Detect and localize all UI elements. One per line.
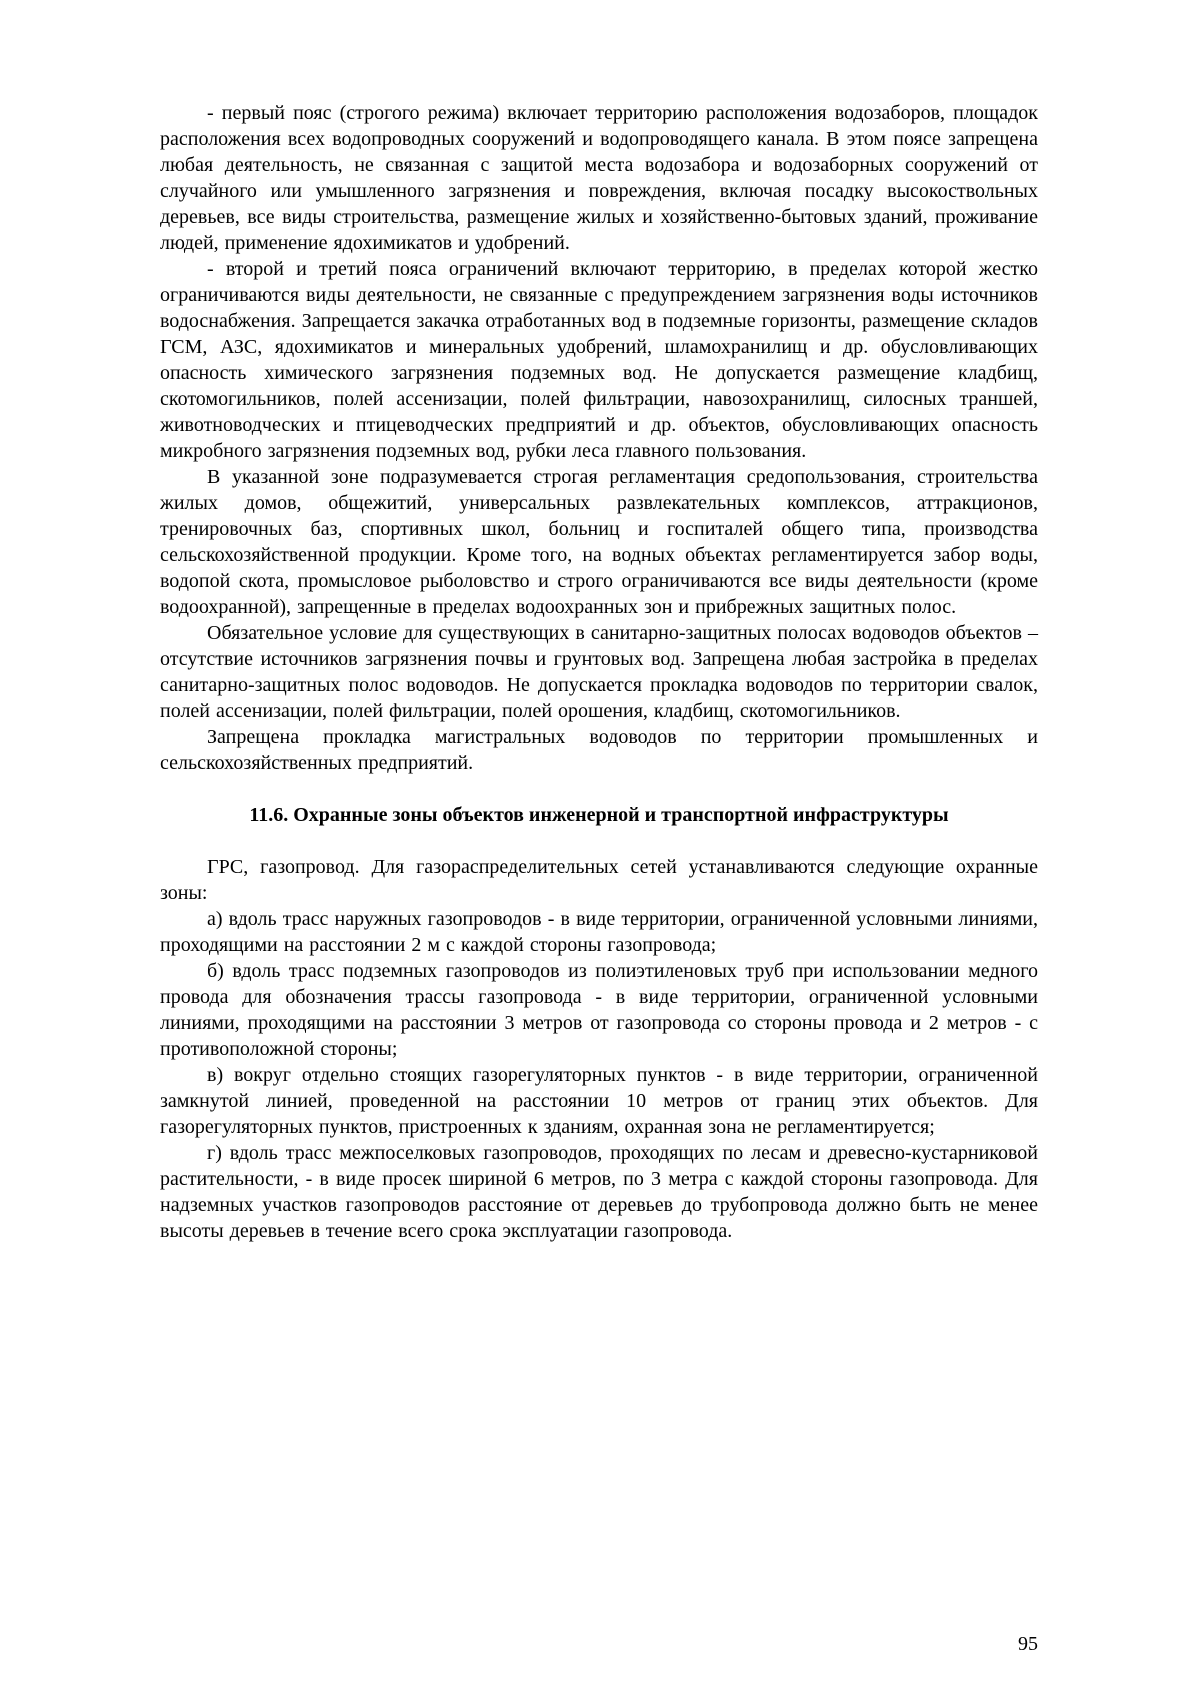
paragraph: б) вдоль трасс подземных газопроводов из полиэтиленовых труб при использовании медного провода для обозначения трассы газопровода - в виде территории, ограниченной условными линиями, проходящими на расстоянии 3 метров от газопровода со стороны провода и 2 метров - с противоположной стороны;	[160, 960, 1038, 1060]
document-text-block	[160, 100, 1038, 1244]
paragraph: а) вдоль трасс наружных газопроводов - в виде территории, ограниченной условными линиями, проходящими на расстоянии 2 м с каждой стороны газопровода;	[160, 908, 1038, 956]
paragraph: В указанной зоне подразумевается строгая регламентация средопользования, строительства жилых домов, общежитий, универсальных развлекательных комплексов, аттракционов, тренировочных баз, спортивных школ, больниц и госпиталей общего типа, производства сельскохозяйственной продукции. Кроме того, на водных объектах регламентируется забор воды, водопой скота, промысловое рыболовство и строго ограничиваются все виды деятельности (кроме водоохранной), запрещенные в пределах водоохранных зон и прибрежных защитных полос.	[160, 466, 1038, 618]
paragraph: - второй и третий пояса ограничений включают территорию, в пределах которой жестко ограничиваются виды деятельности, не связанные с предупреждением загрязнения воды источников водоснабжения. Запрещается закачка отработанных вод в подземные горизонты, размещение складов ГСМ, АЗС, ядохимикатов и минеральных удобрений, шламохранилищ и др. обусловливающих опасность химического загрязнения подземных вод. Не допускается размещение кладбищ, скотомогильников, полей ассенизации, полей фильтрации, навозохранилищ, силосных траншей, животноводческих и птицеводческих предприятий и др. объектов, обусловливающих опасность микробного загрязнения подземных вод, рубки леса главного пользования.	[160, 258, 1038, 462]
page-number: 95	[1018, 1633, 1038, 1655]
paragraph: в) вокруг отдельно стоящих газорегуляторных пунктов - в виде территории, ограниченной замкнутой линией, проведенной на расстоянии 10 метров от границ этих объектов. Для газорегуляторных пунктов, пристроенных к зданиям, охранная зона не регламентируется;	[160, 1064, 1038, 1138]
paragraph: Запрещена прокладка магистральных водоводов по территории промышленных и сельскохозяйственных предприятий.	[160, 726, 1038, 774]
section-heading: 11.6. Охранные зоны объектов инженерной и транспортной инфраструктуры	[249, 804, 949, 826]
paragraph: Обязательное условие для существующих в санитарно-защитных полосах водоводов объектов – отсутствие источников загрязнения почвы и грунтовых вод. Запрещена любая застройка в пределах санитарно-защитных полос водоводов. Не допускается прокладка водоводов по территории свалок, полей ассенизации, полей фильтрации, полей орошения, кладбищ, скотомогильников.	[160, 622, 1038, 722]
paragraph: - первый пояс (строгого режима) включает территорию расположения водозаборов, площадок расположения всех водопроводных сооружений и водопроводящего канала. В этом поясе запрещена любая деятельность, не связанная с защитой места водозабора и водозаборных сооружений от случайного или умышленного загрязнения и повреждения, включая посадку высокоствольных деревьев, все виды строительства, размещение жилых и хозяйственно-бытовых зданий, проживание людей, применение ядохимикатов и удобрений.	[160, 102, 1038, 254]
paragraph: ГРС, газопровод. Для газораспределительных сетей устанавливаются следующие охранные зоны:	[160, 856, 1038, 904]
paragraph: г) вдоль трасс межпоселковых газопроводов, проходящих по лесам и древесно-кустарниковой растительности, - в виде просек шириной 6 метров, по 3 метра с каждой стороны газопровода. Для надземных участков газопроводов расстояние от деревьев до трубопровода должно быть не менее высоты деревьев в течение всего срока эксплуатации газопровода.	[160, 1142, 1038, 1242]
